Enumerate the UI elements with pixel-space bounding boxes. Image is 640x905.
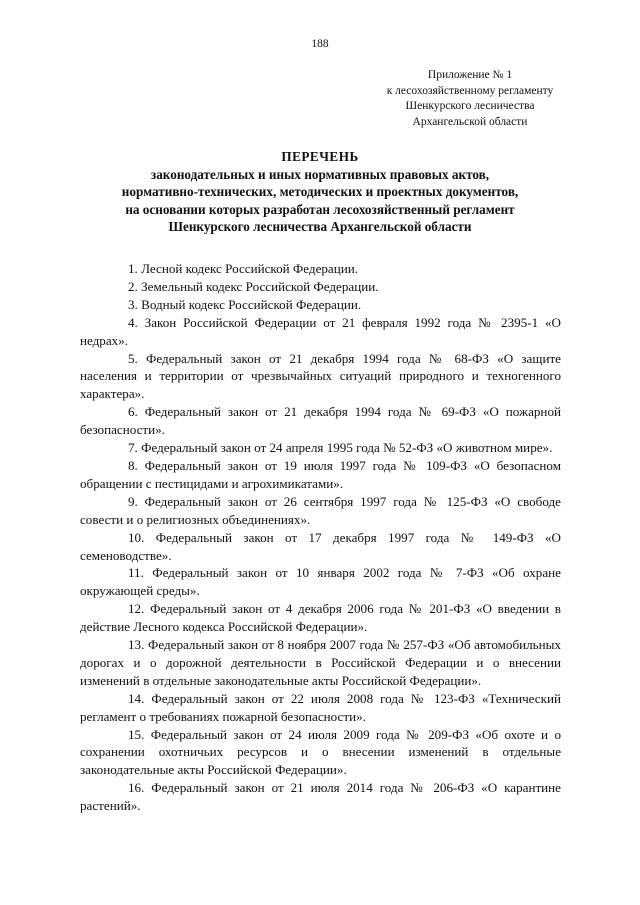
list-item: 1. Лесной кодекс Российской Федерации. (128, 261, 359, 276)
document-title: ПЕРЕЧЕНЬ (281, 149, 359, 164)
list-item: 8. Федеральный закон от 19 июля 1997 года № 109-ФЗ «О безопасном обращении с пестицидами и агрохимикатами». (80, 457, 561, 491)
heading-line: законодательных и иных нормативных правовых актов, (150, 166, 490, 182)
list-item: 2. Земельный кодекс Российской Федерации. (128, 278, 379, 294)
list-item: 16. Федеральный закон от 21 июля 2014 года № 206-ФЗ «О карантине растений». (80, 780, 561, 814)
list-item: 10. Федеральный закон от 17 декабря 1997 года № 149-ФЗ «О семеноводстве». (80, 529, 561, 563)
list-item: 11. Федеральный закон от 10 января 2002 года № 7-ФЗ «Об охране окружающей среды». (80, 565, 561, 599)
list-item: 12. Федеральный закон от 4 декабря 2006 года № 201-ФЗ «О введении в действие Лесного кодекса Российской Федерации». (80, 601, 561, 635)
list-item: 5. Федеральный закон от 21 декабря 1994 года № 68-ФЗ «О защите населения и территории от чрезвычайных ситуаций природного и техногенного характера». (80, 350, 561, 402)
legal-acts-list (80, 260, 561, 815)
list-item: 14. Федеральный закон от 22 июля 2008 года № 123-ФЗ «Технический регламент о требованиях пожарной безопасности». (80, 690, 561, 724)
heading-line: на основании которых разработан лесохозяйственный регламент (125, 201, 515, 217)
page-number: 188 (311, 38, 329, 50)
appendix-line: к лесохозяйственному регламенту (386, 84, 554, 97)
heading-line: нормативно-технических, методических и проектных документов, (121, 184, 519, 199)
appendix-line: Шенкурского лесничества (405, 100, 535, 112)
list-item: 13. Федеральный закон от 8 ноября 2007 года № 257-ФЗ «Об автомобильных дорогах и о дорожной деятельности в Российской Федерации и о внесении изменений в отдельные законодательные акты Российской Федерации». (80, 637, 561, 688)
heading-line: Шенкурского лесничества Архангельской области (168, 219, 472, 234)
list-item: 9. Федеральный закон от 26 сентября 1997 года № 125-ФЗ «О свободе совести и о религиозных объединениях». (80, 493, 561, 527)
list-item: 3. Водный кодекс Российской Федерации. (128, 296, 362, 312)
list-item: 4. Закон Российской Федерации от 21 февраля 1992 года № 2395-1 «О недрах». (80, 314, 561, 348)
appendix-note (360, 68, 580, 130)
document-heading (100, 148, 540, 236)
list-item: 6. Федеральный закон от 21 декабря 1994 года № 69-ФЗ «О пожарной безопасности». (80, 404, 561, 438)
list-item: 15. Федеральный закон от 24 июля 2009 года № 209-ФЗ «Об охоте и о сохранении охотничьих ресурсов и о внесении изменений в отдельные законодательные акты Российской Федерации». (80, 726, 561, 778)
appendix-line: Приложение № 1 (427, 69, 513, 81)
list-item: 7. Федеральный закон от 24 апреля 1995 года № 52-ФЗ «О животном мире». (128, 440, 553, 456)
appendix-line: Архангельской области (412, 115, 528, 128)
